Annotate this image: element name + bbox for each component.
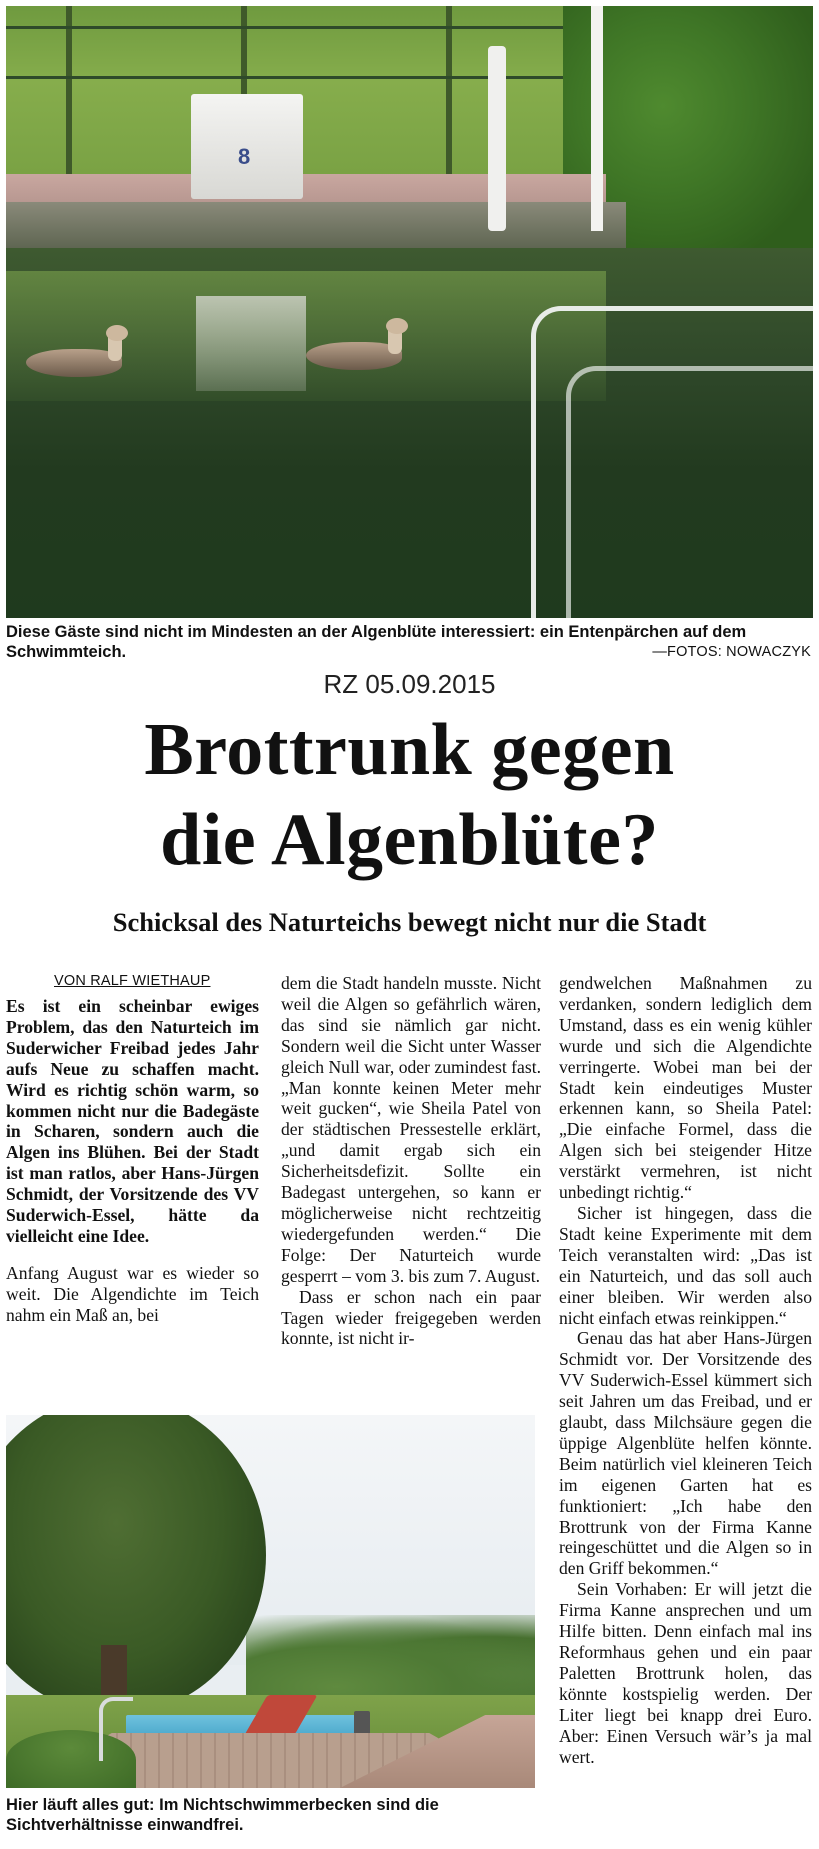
starting-block-number: 8: [238, 144, 251, 169]
white-pole: [591, 6, 603, 231]
fence-rail: [6, 76, 646, 79]
pool-edge-wall: [6, 202, 626, 248]
pool-handrail-reflection: [566, 366, 813, 618]
photo-swimming-pool: [6, 1415, 535, 1788]
fence-post: [446, 6, 452, 174]
body-paragraph: Sein Vorhaben: Er will jetzt die Firma Kanne ansprechen und um Hilfe bitten. Denn einfach mal ins Reformhaus gehen und ein paar Paletten Brottrunk holen, das könnte kostspielig werden. Der Liter liegt bei knapp drei Euro. Aber: Einen Versuch wär’s ja mal wert.: [559, 1579, 812, 1767]
lead-paragraph: Es ist ein scheinbar ewiges Problem, das den Naturteich im Suderwicher Freibad jedes Jahr aufs Neue zu schaffen macht. Wird es richtig schön warm, so kommen nicht nur die Badegäste in Scharen, sondern auch die Algen ins Blühen. Bei der Stadt ist man ratlos, aber Hans-Jürgen Schmidt, der Vorsitzende des VV Suderwich-Essel, hätte da vielleicht eine Idee.: [6, 996, 259, 1246]
fence-post: [66, 6, 72, 174]
photo-caption-top: Diese Gäste sind nicht im Mindesten an der Algenblüte interessiert: ein Entenpärchen auf dem Schwimmteich.: [6, 623, 747, 661]
trash-bin: [354, 1711, 370, 1735]
photo-credit: —FOTOS: NOWACZYK: [652, 644, 811, 660]
large-tree: [6, 1415, 266, 1715]
body-paragraph: Genau das hat aber Hans-Jürgen Schmidt vor. Der Vorsitzende des VV Suderwich-Essel kümmert sich seit Jahren um das Freibad, und er glaubt, dass Milchsäure gegen die üppige Algenblüte helfen könnte. Beim natürlich viel kleineren Teich im eigenen Garten hat es funktioniert: „Ich habe den Brottrunk von der Firma Kanne reingeschüttet und die Algen so in den Griff bekommen.“: [559, 1328, 812, 1579]
headline: [0, 705, 819, 885]
pool-edge-walkway: [6, 174, 606, 202]
date-stamp: RZ 05.09.2015: [323, 669, 496, 699]
body-paragraph: dem die Stadt handeln musste. Nicht weil die Algen so gefährlich wären, das sind sie nämlich gar nicht. Sondern weil die Sicht unter Wasser gleich Null war, oder zumindest fast. „Man konnte keinen Meter mehr weit gucken“, wie Sheila Patel von der städtischen Pressestelle erklärt, „und damit ergab sich ein Sicherheitsdefizit. Sollte ein Badegast untergehen, so kann er möglicherweise nicht rechtzeitig wiedergefunden werden.“ Die Folge: Der Naturteich wurde gesperrt – vom 3. bis zum 7. August.: [281, 973, 541, 1286]
article-column-2: [281, 973, 541, 1349]
white-pole: [488, 46, 506, 231]
body-paragraph: gendwelchen Maßnahmen zu verdanken, sondern lediglich dem Umstand, dass es ein wenig kühler wurde und sich die Algendichte verringerte. Wobei man bei der Stadt kein eindeutiges Muster erkennen kann, so Sheila Patel: „Die einfache Formel, dass die Algen sich bei steigender Hitze verstärkt vermehren, ist nicht unbedingt richtig.“: [559, 973, 812, 1203]
photo-caption-bottom: Hier läuft alles gut: Im Nichtschwimmerbecken sind die Sichtverhältnisse einwandfrei.: [6, 1796, 439, 1834]
duck: [26, 331, 136, 381]
pool-ladder: [99, 1697, 133, 1761]
article-column-3: [559, 973, 812, 1767]
byline: VON RALF WIETHAUP: [54, 973, 211, 989]
duck: [306, 324, 416, 374]
body-paragraph: Sicher ist hingegen, dass die Stadt keine Experimente mit dem Teich veranstalten wird: „Das ist ein Naturteich, und das soll auch einer bleiben. Wir werden also nicht einfach etwas reinkippen.“: [559, 1202, 812, 1328]
photo-ducks-on-pond: [6, 6, 813, 618]
body-paragraph: Dass er schon nach ein paar Tagen wieder freigegeben werden konnte, ist nicht ir-: [281, 1286, 541, 1349]
block-reflection: [196, 296, 306, 391]
headline-line-2: die Algenblüte?: [160, 799, 659, 881]
fence-rail: [6, 26, 646, 29]
subheadline: Schicksal des Naturteichs bewegt nicht nur die Stadt: [112, 907, 707, 937]
headline-line-1: Brottrunk gegen: [144, 709, 675, 791]
body-paragraph: Anfang August war es wieder so weit. Die Algendichte im Teich nahm ein Maß an, bei: [6, 1262, 259, 1325]
article-column-1: [6, 973, 259, 1326]
